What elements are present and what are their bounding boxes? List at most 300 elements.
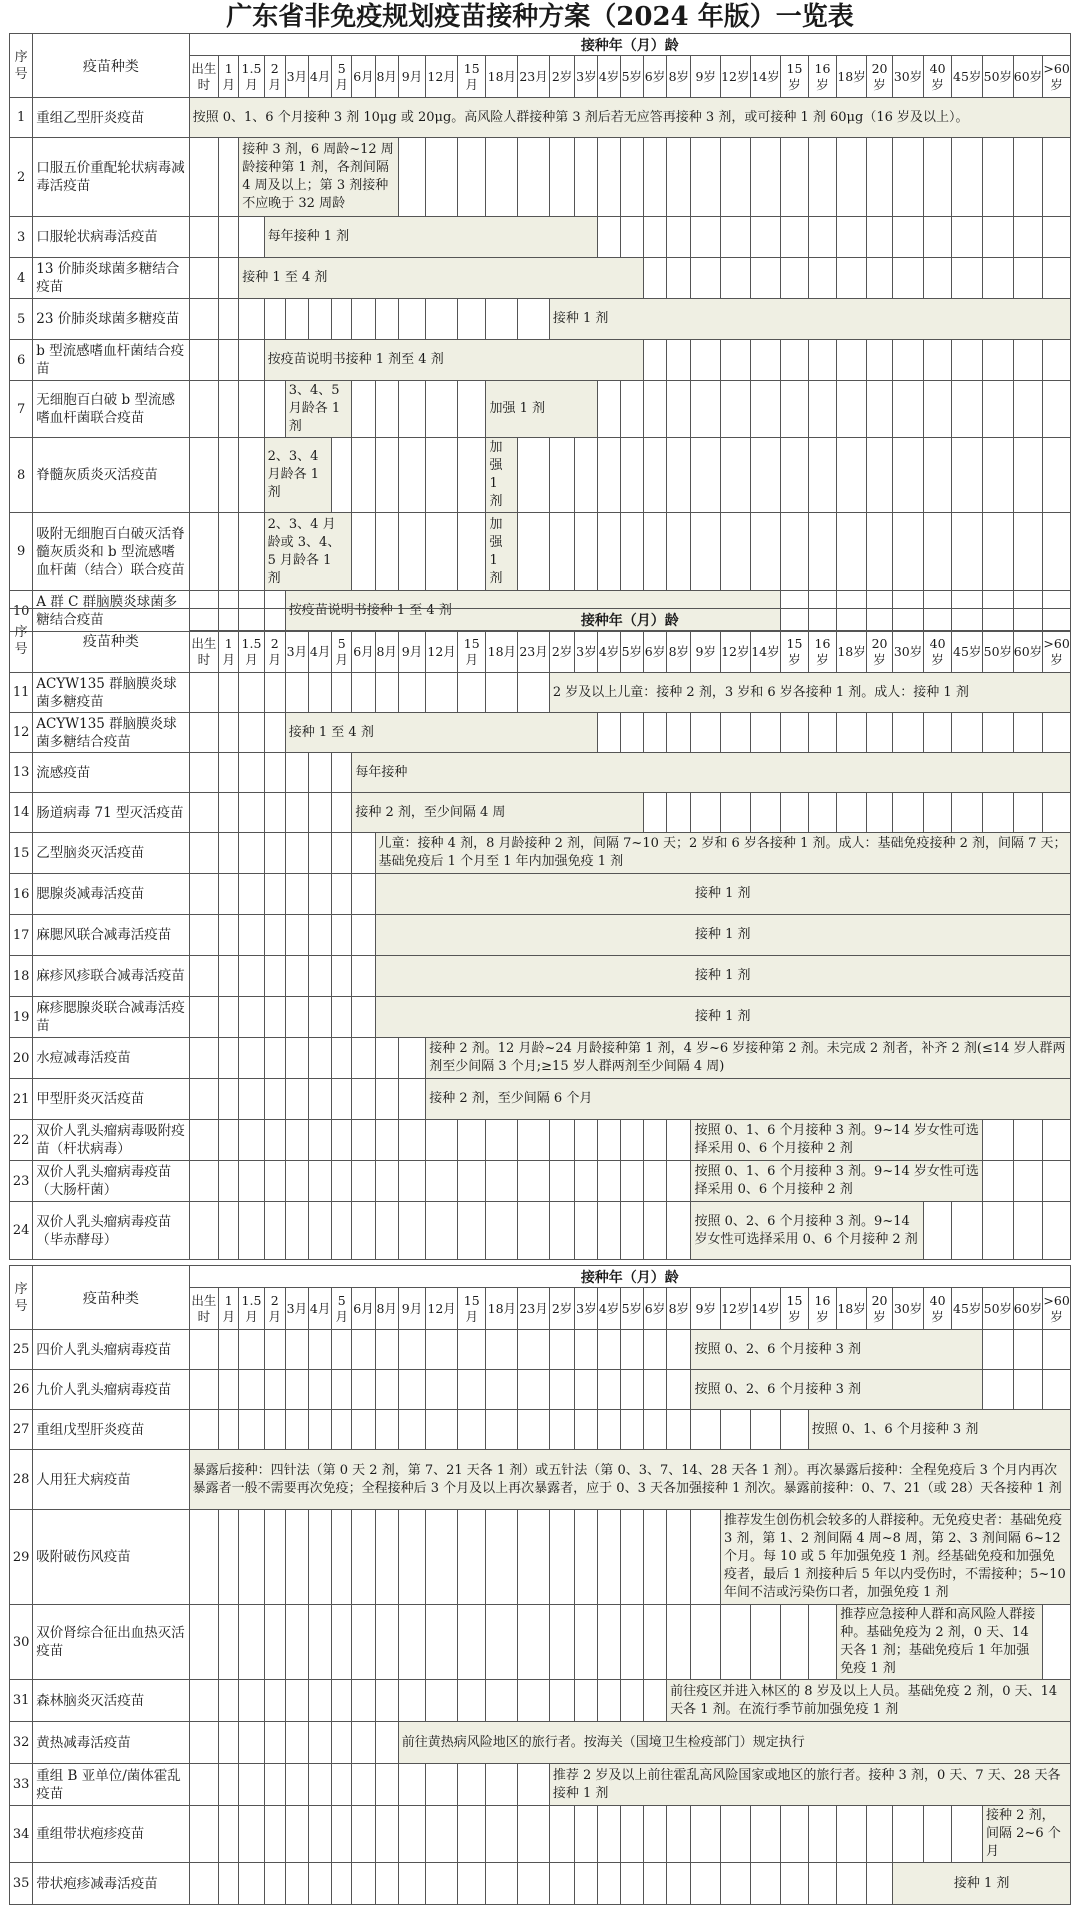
empty-cell [837, 217, 867, 258]
empty-cell [643, 1120, 666, 1161]
vaccine-name: 乙型脑炎灭活疫苗 [33, 833, 189, 874]
empty-cell [426, 513, 458, 591]
age-column-header: 2岁 [549, 56, 574, 98]
empty-cell [309, 874, 332, 915]
empty-cell [1043, 258, 1071, 299]
empty-cell [264, 1410, 285, 1450]
empty-cell [893, 217, 924, 258]
empty-cell [239, 753, 264, 793]
empty-cell [332, 1764, 352, 1806]
empty-cell [837, 138, 867, 217]
empty-cell [518, 1161, 550, 1202]
empty-cell [285, 1605, 308, 1680]
empty-cell [189, 1605, 219, 1680]
empty-cell [1043, 138, 1071, 217]
empty-cell [219, 1764, 239, 1806]
schedule-cell: 按照 0、2、6 个月接种 3 剂。9~14 岁女性可选择采用 0、6 个月接种 2 剂 [691, 1202, 923, 1260]
age-column-header: 50岁 [983, 631, 1014, 673]
empty-cell [309, 299, 332, 340]
empty-cell [549, 1330, 574, 1370]
empty-cell [239, 1764, 264, 1806]
empty-cell [309, 1120, 332, 1161]
empty-cell [598, 1410, 620, 1450]
empty-cell [285, 1863, 308, 1905]
empty-cell [352, 1161, 375, 1202]
empty-cell [575, 1605, 598, 1680]
empty-cell [952, 138, 983, 217]
empty-cell [643, 381, 666, 438]
empty-cell [189, 217, 219, 258]
empty-cell [750, 340, 781, 381]
empty-cell [721, 713, 751, 753]
schedule-cell: 接种 1 剂 [375, 956, 1070, 997]
empty-cell [1013, 340, 1043, 381]
header-age-group: 接种年（月）龄 [189, 34, 1070, 56]
empty-cell [575, 438, 598, 513]
vaccine-name: 麻疹腮腺炎联合减毒活疫苗 [33, 997, 189, 1038]
empty-cell [486, 1863, 518, 1905]
empty-cell [457, 1410, 486, 1450]
empty-cell [264, 1161, 285, 1202]
empty-cell [1043, 713, 1071, 753]
table [9, 608, 1071, 1260]
empty-cell [667, 1202, 691, 1260]
empty-cell [598, 1605, 620, 1680]
empty-cell [667, 438, 691, 513]
empty-cell [426, 1161, 458, 1202]
header-num: 序号 [10, 609, 33, 673]
age-column-header: >60岁 [1043, 1288, 1071, 1330]
table-row [10, 340, 1071, 381]
empty-cell [518, 1120, 550, 1161]
empty-cell [285, 1330, 308, 1370]
empty-cell [264, 833, 285, 874]
empty-cell [952, 1202, 983, 1260]
empty-cell [189, 438, 219, 513]
age-column-header: 50岁 [983, 1288, 1014, 1330]
empty-cell [721, 340, 751, 381]
schedule-cell: 接种 3 剂，6 周龄~12 周龄接种第 1 剂，各剂间隔 4 周及以上；第 3 剂接种不应晚于 32 周龄 [239, 138, 399, 217]
empty-cell [426, 1330, 458, 1370]
empty-cell [264, 381, 285, 438]
empty-cell [518, 1806, 550, 1863]
schedule-cell: 每年接种 [352, 753, 1071, 793]
empty-cell [691, 1410, 721, 1450]
empty-cell [643, 1161, 666, 1202]
empty-cell [426, 1605, 458, 1680]
empty-cell [285, 1161, 308, 1202]
empty-cell [643, 513, 666, 591]
empty-cell [239, 1722, 264, 1764]
schedule-cell: 推荐发生创伤机会较多的人群接种。无免疫史者：基础免疫 3 剂，第 1、2 剂间隔 4 周~8 周，第 2、3 剂间隔 6~12 个月。每 10 或 5 年加强免疫 1 剂。经基础免疫和加强免疫者，最后 1 剂接种后 5 年以内受伤时，不需接种；5~10 年间不洁或污染伤口者，加强免疫 1 剂 [721, 1510, 1071, 1605]
age-column-header: 3岁 [575, 56, 598, 98]
empty-cell [893, 258, 924, 299]
empty-cell [352, 1038, 375, 1079]
empty-cell [575, 1120, 598, 1161]
empty-cell [620, 1510, 643, 1605]
table-row [10, 1120, 1071, 1161]
empty-cell [983, 1120, 1014, 1161]
age-column-header: 18月 [486, 631, 518, 673]
empty-cell [239, 340, 264, 381]
empty-cell [332, 1161, 352, 1202]
age-column-header: 5岁 [620, 631, 643, 673]
schedule-cell: 加强 1 剂 [486, 438, 518, 513]
row-number: 7 [10, 381, 33, 438]
empty-cell [575, 1202, 598, 1260]
empty-cell [721, 381, 751, 438]
empty-cell [518, 1370, 550, 1410]
empty-cell [620, 1370, 643, 1410]
empty-cell [189, 1038, 219, 1079]
row-number: 15 [10, 833, 33, 874]
empty-cell [309, 997, 332, 1038]
empty-cell [750, 513, 781, 591]
empty-cell [219, 1120, 239, 1161]
empty-cell [667, 1806, 691, 1863]
row-number: 10 [10, 591, 33, 632]
empty-cell [332, 1370, 352, 1410]
empty-cell [457, 299, 486, 340]
age-column-header: 45岁 [952, 1288, 983, 1330]
age-column-header: 16岁 [808, 631, 837, 673]
empty-cell [398, 1764, 425, 1806]
empty-cell [398, 1510, 425, 1605]
vaccine-name: 23 价肺炎球菌多糖疫苗 [33, 299, 189, 340]
empty-cell [239, 1680, 264, 1722]
empty-cell [721, 1863, 751, 1905]
empty-cell [189, 1806, 219, 1863]
age-column-header: 20岁 [866, 631, 892, 673]
empty-cell [575, 138, 598, 217]
empty-cell [309, 1680, 332, 1722]
empty-cell [781, 1605, 808, 1680]
empty-cell [352, 915, 375, 956]
empty-cell [189, 713, 219, 753]
empty-cell [667, 513, 691, 591]
age-column-header: 23月 [518, 56, 550, 98]
age-column-header: 6月 [352, 1288, 375, 1330]
empty-cell [285, 833, 308, 874]
table-row [10, 1410, 1071, 1450]
age-column-header: 8岁 [667, 631, 691, 673]
schedule-cell: 每年接种 1 剂 [264, 217, 598, 258]
empty-cell [264, 793, 285, 833]
empty-cell [219, 915, 239, 956]
schedule-cell: 2、3、4 月龄或 3、4、5 月龄各 1 剂 [264, 513, 352, 591]
empty-cell [375, 1410, 398, 1450]
empty-cell [426, 1410, 458, 1450]
empty-cell [264, 997, 285, 1038]
empty-cell [721, 793, 751, 833]
empty-cell [620, 138, 643, 217]
empty-cell [189, 1079, 219, 1120]
empty-cell [549, 1202, 574, 1260]
empty-cell [189, 1161, 219, 1202]
empty-cell [750, 1410, 781, 1450]
header-num: 序号 [10, 34, 33, 98]
age-column-header: 1月 [219, 1288, 239, 1330]
empty-cell [1043, 1120, 1071, 1161]
empty-cell [398, 1605, 425, 1680]
empty-cell [866, 258, 892, 299]
empty-cell [598, 217, 620, 258]
vaccine-name: 重组戊型肝炎疫苗 [33, 1410, 189, 1450]
schedule-cell: 按疫苗说明书接种 1 剂至 4 剂 [264, 340, 643, 381]
empty-cell [239, 1038, 264, 1079]
empty-cell [952, 381, 983, 438]
empty-cell [352, 833, 375, 874]
empty-cell [781, 1863, 808, 1905]
age-column-header: 6月 [352, 631, 375, 673]
empty-cell [923, 340, 952, 381]
empty-cell [332, 299, 352, 340]
empty-cell [457, 1764, 486, 1806]
empty-cell [1013, 381, 1043, 438]
table-row [10, 753, 1071, 793]
empty-cell [837, 340, 867, 381]
schedule-cell: 接种 2 剂，至少间隔 4 周 [352, 793, 644, 833]
empty-cell [285, 299, 308, 340]
empty-cell [285, 1806, 308, 1863]
empty-cell [189, 833, 219, 874]
table-row [10, 381, 1071, 438]
empty-cell [264, 956, 285, 997]
empty-cell [667, 713, 691, 753]
empty-cell [952, 713, 983, 753]
empty-cell [486, 1202, 518, 1260]
empty-cell [375, 1120, 398, 1161]
age-column-header: 8月 [375, 631, 398, 673]
row-number: 16 [10, 874, 33, 915]
empty-cell [264, 753, 285, 793]
age-column-header: 4月 [309, 631, 332, 673]
vaccine-name: 13 价肺炎球菌多糖结合疫苗 [33, 258, 189, 299]
vaccine-name: 人用狂犬病疫苗 [33, 1450, 189, 1510]
schedule-cell: 按照 0、2、6 个月接种 3 剂 [691, 1330, 983, 1370]
empty-cell [983, 217, 1014, 258]
empty-cell [352, 1410, 375, 1450]
empty-cell [575, 1370, 598, 1410]
empty-cell [983, 713, 1014, 753]
age-column-header: 16岁 [808, 56, 837, 98]
empty-cell [518, 1605, 550, 1680]
vaccine-name: 麻腮风联合减毒活疫苗 [33, 915, 189, 956]
empty-cell [189, 299, 219, 340]
row-number: 30 [10, 1605, 33, 1680]
empty-cell [1043, 381, 1071, 438]
row-number: 5 [10, 299, 33, 340]
empty-cell [219, 1806, 239, 1863]
empty-cell [219, 438, 239, 513]
table-row [10, 1806, 1071, 1863]
table-row [10, 1863, 1071, 1905]
empty-cell [750, 381, 781, 438]
table-row [10, 915, 1071, 956]
empty-cell [352, 438, 375, 513]
age-column-header: 12岁 [721, 56, 751, 98]
empty-cell [486, 1330, 518, 1370]
table [9, 33, 1071, 632]
empty-cell [375, 299, 398, 340]
vaccine-name: 重组乙型肝炎疫苗 [33, 98, 189, 138]
empty-cell [398, 381, 425, 438]
vaccine-name: b 型流感嗜血杆菌结合疫苗 [33, 340, 189, 381]
empty-cell [457, 673, 486, 713]
empty-cell [721, 1410, 751, 1450]
empty-cell [643, 713, 666, 753]
empty-cell [457, 1202, 486, 1260]
age-column-header: 3月 [285, 1288, 308, 1330]
empty-cell [264, 1510, 285, 1605]
empty-cell [620, 1863, 643, 1905]
empty-cell [643, 138, 666, 217]
empty-cell [643, 217, 666, 258]
empty-cell [332, 673, 352, 713]
empty-cell [643, 1863, 666, 1905]
empty-cell [721, 217, 751, 258]
empty-cell [837, 513, 867, 591]
age-column-header: 8月 [375, 1288, 398, 1330]
empty-cell [352, 1510, 375, 1605]
empty-cell [893, 138, 924, 217]
row-number: 13 [10, 753, 33, 793]
schedule-cell: 暴露后接种：四针法（第 0 天 2 剂，第 7、21 天各 1 剂）或五针法（第 0、3、7、14、28 天各 1 剂）。再次暴露后接种：全程免疫后 3 个月内再次暴露者一般不需要再次免疫；全程接种后 3 个月及以上再次暴露者，应于 0、3 天各加强接种 1 剂次。暴露前接种：0、7、21（或 28）天各接种 1 剂 [189, 1450, 1070, 1510]
schedule-cell: 加强 1 剂 [486, 513, 518, 591]
empty-cell [457, 1161, 486, 1202]
table-row [10, 1450, 1071, 1510]
empty-cell [239, 1330, 264, 1370]
empty-cell [691, 1510, 721, 1605]
schedule-cell: 加强 1 剂 [486, 381, 598, 438]
age-column-header: >60岁 [1043, 631, 1071, 673]
empty-cell [332, 1722, 352, 1764]
empty-cell [189, 793, 219, 833]
table-row [10, 713, 1071, 753]
empty-cell [549, 1863, 574, 1905]
empty-cell [457, 1120, 486, 1161]
empty-cell [808, 138, 837, 217]
empty-cell [426, 1806, 458, 1863]
empty-cell [219, 793, 239, 833]
empty-cell [352, 1079, 375, 1120]
empty-cell [426, 438, 458, 513]
schedule-cell: 按照 0、2、6 个月接种 3 剂 [691, 1370, 983, 1410]
empty-cell [264, 299, 285, 340]
table-row [10, 98, 1071, 138]
empty-cell [486, 299, 518, 340]
empty-cell [264, 1038, 285, 1079]
empty-cell [375, 1764, 398, 1806]
row-number: 8 [10, 438, 33, 513]
empty-cell [1043, 513, 1071, 591]
schedule-cell: 3、4、5 月龄各 1 剂 [285, 381, 352, 438]
vaccine-name: 甲型肝炎灭活疫苗 [33, 1079, 189, 1120]
empty-cell [264, 1806, 285, 1863]
empty-cell [1013, 217, 1043, 258]
empty-cell [667, 340, 691, 381]
empty-cell [620, 1680, 643, 1722]
schedule-cell: 接种 1 至 4 剂 [239, 258, 644, 299]
age-column-header: 40岁 [923, 56, 952, 98]
empty-cell [219, 513, 239, 591]
empty-cell [219, 1079, 239, 1120]
row-number: 11 [10, 673, 33, 713]
empty-cell [620, 381, 643, 438]
empty-cell [1043, 340, 1071, 381]
empty-cell [352, 1605, 375, 1680]
row-number: 6 [10, 340, 33, 381]
empty-cell [575, 1330, 598, 1370]
empty-cell [667, 1605, 691, 1680]
age-column-header: 20岁 [866, 56, 892, 98]
empty-cell [781, 381, 808, 438]
empty-cell [643, 1510, 666, 1605]
empty-cell [691, 1806, 721, 1863]
schedule-cell: 推荐 2 岁及以上前往霍乱高风险国家或地区的旅行者。接种 3 剂，0 天、7 天、28 天各接种 1 剂 [549, 1764, 1070, 1806]
empty-cell [426, 1120, 458, 1161]
table-row [10, 217, 1071, 258]
empty-cell [239, 1079, 264, 1120]
age-column-header: 45岁 [952, 56, 983, 98]
table-row [10, 874, 1071, 915]
empty-cell [923, 793, 952, 833]
empty-cell [457, 381, 486, 438]
empty-cell [808, 217, 837, 258]
empty-cell [643, 1680, 666, 1722]
empty-cell [426, 1510, 458, 1605]
empty-cell [219, 1863, 239, 1905]
row-number: 9 [10, 513, 33, 591]
empty-cell [667, 1370, 691, 1410]
empty-cell [239, 713, 264, 753]
header-age-group: 接种年（月）龄 [189, 1266, 1070, 1288]
table-row [10, 1079, 1071, 1120]
empty-cell [549, 438, 574, 513]
empty-cell [808, 1605, 837, 1680]
age-column-header: 18月 [486, 56, 518, 98]
empty-cell [721, 1806, 751, 1863]
row-number: 17 [10, 915, 33, 956]
empty-cell [398, 1120, 425, 1161]
empty-cell [575, 1863, 598, 1905]
empty-cell [1043, 1330, 1071, 1370]
empty-cell [549, 1806, 574, 1863]
empty-cell [457, 138, 486, 217]
empty-cell [309, 1038, 332, 1079]
age-column-header: 1.5月 [239, 631, 264, 673]
empty-cell [620, 217, 643, 258]
empty-cell [643, 340, 666, 381]
empty-cell [721, 513, 751, 591]
table-row [10, 1722, 1071, 1764]
schedule-cell: 2、3、4 月龄各 1 剂 [264, 438, 332, 513]
empty-cell [398, 1330, 425, 1370]
table-row [10, 438, 1071, 513]
age-column-header: 18岁 [837, 631, 867, 673]
empty-cell [332, 1510, 352, 1605]
row-number: 31 [10, 1680, 33, 1722]
empty-cell [219, 997, 239, 1038]
vaccine-name: 吸附破伤风疫苗 [33, 1510, 189, 1605]
empty-cell [398, 513, 425, 591]
empty-cell [239, 438, 264, 513]
empty-cell [239, 1605, 264, 1680]
age-column-header: 15月 [457, 631, 486, 673]
empty-cell [426, 138, 458, 217]
empty-cell [598, 438, 620, 513]
empty-cell [309, 1863, 332, 1905]
